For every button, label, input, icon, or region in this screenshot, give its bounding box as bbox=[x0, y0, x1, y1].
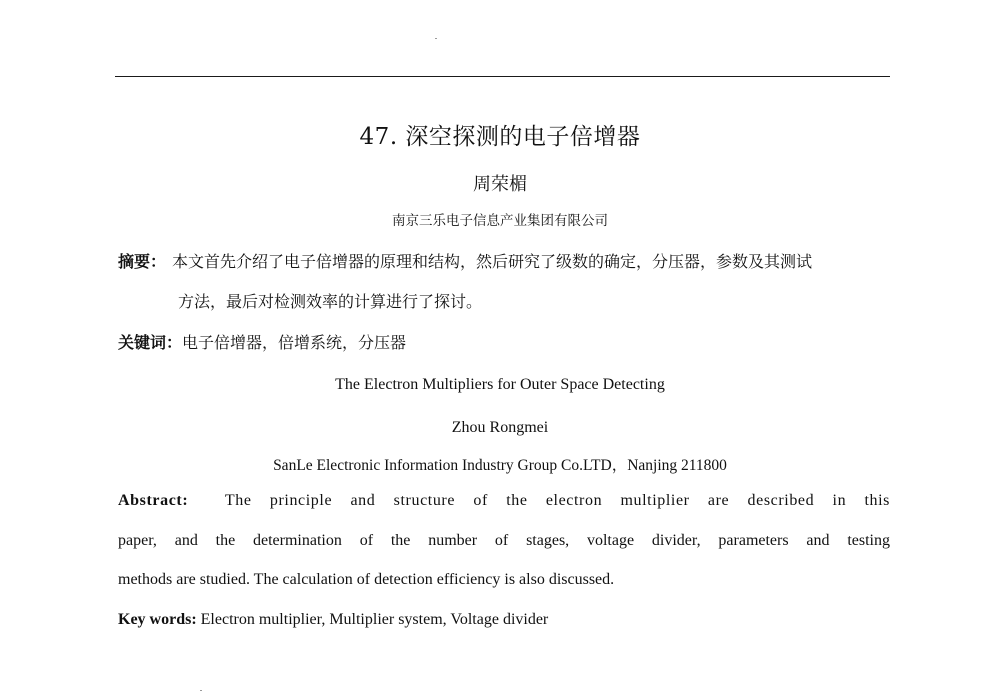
affiliation-cn: 南京三乐电子信息产业集团有限公司 bbox=[392, 213, 608, 229]
keywords-cn-label: 关键词： bbox=[118, 333, 183, 352]
keywords-cn-text: 电子倍增器，倍增系统，分压器 bbox=[182, 333, 407, 352]
keywords-en-text: Electron multiplier, Multiplier system, Voltage divider bbox=[200, 611, 549, 628]
abstract-en-text-1: The principle and structure of the electron multiplier are described in this bbox=[224, 492, 890, 509]
abstract-cn-line-2 bbox=[178, 289, 950, 312]
scan-speck bbox=[435, 38, 437, 39]
keywords-en bbox=[118, 611, 548, 629]
author-cn: 周荣楣 bbox=[473, 174, 527, 195]
scan-speck bbox=[200, 690, 202, 691]
abstract-cn-text-2: 方法，最后对检测效率的计算进行了探讨。 bbox=[178, 292, 483, 311]
abstract-en-label: Abstract: bbox=[118, 492, 189, 509]
paper-title-cn: 47. 深空探测的电子倍增器 bbox=[359, 124, 641, 150]
abstract-en-line-1 bbox=[118, 492, 890, 510]
keywords-en-label: Key words: bbox=[118, 611, 197, 628]
abstract-en-line-2: paper, and the determination of the number of stages, voltage divider, parameters and testing bbox=[118, 532, 890, 549]
author-en: Zhou Rongmei bbox=[451, 419, 549, 436]
abstract-cn-label: 摘要： bbox=[118, 252, 167, 271]
affiliation-en: SanLe Electronic Information Industry Group Co.LTD，Nanjing 211800 bbox=[273, 457, 727, 474]
paper-title-en: The Electron Multipliers for Outer Space Detecting bbox=[335, 376, 665, 393]
abstract-en-line-3: methods are studied. The calculation of detection efficiency is also discussed. bbox=[118, 571, 615, 588]
keywords-cn bbox=[118, 330, 890, 353]
abstract-cn-text-1: 本文首先介绍了电子倍增器的原理和结构，然后研究了级数的确定，分压器，参数及其测试 bbox=[172, 252, 813, 271]
abstract-cn-line-1 bbox=[118, 249, 890, 272]
header-rule bbox=[115, 76, 890, 77]
